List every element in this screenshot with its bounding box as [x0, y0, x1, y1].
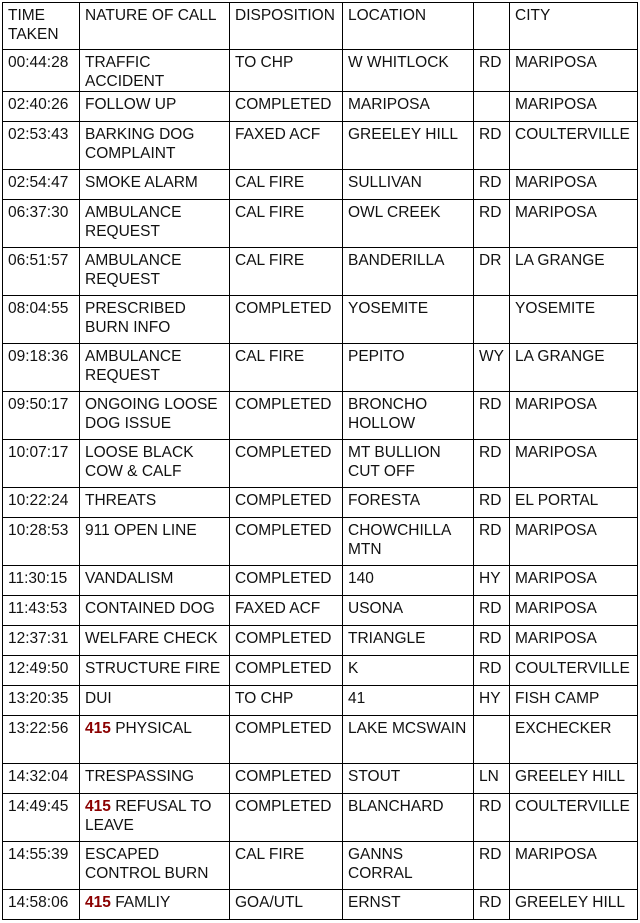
- cell-location: GREELEY HILL: [343, 122, 474, 170]
- table-row: [3, 566, 638, 596]
- cell-location: W WHITLOCK: [343, 50, 474, 92]
- nature-text: AMBULANCE REQUEST: [85, 252, 182, 288]
- cell-street-suffix: RD: [474, 794, 510, 842]
- cell-street-suffix: RD: [474, 488, 510, 518]
- cell-time-taken: 11:30:15: [3, 566, 80, 596]
- cell-disposition: COMPLETED: [230, 92, 343, 122]
- cell-time-taken: 09:50:17: [3, 392, 80, 440]
- table-row: [3, 170, 638, 200]
- cell-disposition: FAXED ACF: [230, 122, 343, 170]
- cell-disposition: COMPLETED: [230, 656, 343, 686]
- cell-city: MARIPOSA: [510, 518, 638, 566]
- cell-location: USONA: [343, 596, 474, 626]
- cell-location: CHOWCHILLA MTN: [343, 518, 474, 566]
- cell-nature-of-call: [80, 344, 230, 392]
- cell-city: YOSEMITE: [510, 296, 638, 344]
- cell-nature-of-call: [80, 890, 230, 920]
- cell-nature-of-call: [80, 296, 230, 344]
- cell-time-taken: 12:37:31: [3, 626, 80, 656]
- cell-nature-of-call: [80, 50, 230, 92]
- cell-street-suffix: RD: [474, 392, 510, 440]
- cell-nature-of-call: [80, 122, 230, 170]
- cell-city: COULTERVILLE: [510, 656, 638, 686]
- cell-street-suffix: RD: [474, 170, 510, 200]
- cell-disposition: CAL FIRE: [230, 170, 343, 200]
- nature-text: STRUCTURE FIRE: [85, 660, 221, 677]
- cell-city: FISH CAMP: [510, 686, 638, 716]
- table-row: [3, 626, 638, 656]
- nature-text: TRESPASSING: [85, 768, 195, 785]
- cell-location: PEPITO: [343, 344, 474, 392]
- cell-nature-of-call: [80, 626, 230, 656]
- cell-location: MT BULLION CUT OFF: [343, 440, 474, 488]
- table-row: [3, 296, 638, 344]
- cell-disposition: COMPLETED: [230, 764, 343, 794]
- cell-city: COULTERVILLE: [510, 794, 638, 842]
- call-log-table: [2, 2, 638, 920]
- cell-nature-of-call: [80, 248, 230, 296]
- cell-location: LAKE MCSWAIN: [343, 716, 474, 764]
- header-city: CITY: [510, 3, 638, 50]
- cell-time-taken: 11:43:53: [3, 596, 80, 626]
- header-nature-of-call: NATURE OF CALL: [80, 3, 230, 50]
- table-row: [3, 200, 638, 248]
- cell-nature-of-call: [80, 488, 230, 518]
- cell-disposition: TO CHP: [230, 50, 343, 92]
- cell-disposition: COMPLETED: [230, 626, 343, 656]
- cell-location: OWL CREEK: [343, 200, 474, 248]
- nature-text: ONGOING LOOSE DOG ISSUE: [85, 396, 218, 432]
- nature-text: PRESCRIBED BURN INFO: [85, 300, 186, 336]
- cell-time-taken: 06:51:57: [3, 248, 80, 296]
- cell-location: 41: [343, 686, 474, 716]
- cell-nature-of-call: [80, 566, 230, 596]
- cell-street-suffix: HY: [474, 566, 510, 596]
- table-row: [3, 764, 638, 794]
- cell-time-taken: 10:07:17: [3, 440, 80, 488]
- cell-nature-of-call: [80, 518, 230, 566]
- cell-city: MARIPOSA: [510, 440, 638, 488]
- cell-time-taken: 14:55:39: [3, 842, 80, 890]
- cell-time-taken: 06:37:30: [3, 200, 80, 248]
- cell-street-suffix: LN: [474, 764, 510, 794]
- cell-location: STOUT: [343, 764, 474, 794]
- nature-text: LOOSE BLACK COW & CALF: [85, 444, 194, 480]
- cell-disposition: CAL FIRE: [230, 344, 343, 392]
- cell-time-taken: 09:18:36: [3, 344, 80, 392]
- cell-location: BRONCHO HOLLOW: [343, 392, 474, 440]
- nature-text: ESCAPED CONTROL BURN: [85, 846, 209, 882]
- cell-street-suffix: RD: [474, 656, 510, 686]
- cell-location: YOSEMITE: [343, 296, 474, 344]
- cell-time-taken: 10:28:53: [3, 518, 80, 566]
- cell-city: MARIPOSA: [510, 92, 638, 122]
- cell-disposition: COMPLETED: [230, 392, 343, 440]
- header-time-taken: TIME TAKEN: [3, 3, 80, 50]
- cell-street-suffix: DR: [474, 248, 510, 296]
- table-body: [3, 50, 638, 920]
- cell-disposition: COMPLETED: [230, 488, 343, 518]
- cell-city: GREELEY HILL: [510, 764, 638, 794]
- nature-text: DUI: [85, 690, 112, 707]
- cell-disposition: TO CHP: [230, 686, 343, 716]
- cell-time-taken: 13:22:56: [3, 716, 80, 764]
- cell-street-suffix: [474, 296, 510, 344]
- cell-street-suffix: RD: [474, 50, 510, 92]
- cell-disposition: COMPLETED: [230, 440, 343, 488]
- cell-time-taken: 02:54:47: [3, 170, 80, 200]
- cell-nature-of-call: [80, 200, 230, 248]
- cell-street-suffix: RD: [474, 122, 510, 170]
- cell-disposition: CAL FIRE: [230, 248, 343, 296]
- table-row: [3, 248, 638, 296]
- header-disposition: DISPOSITION: [230, 3, 343, 50]
- table-header-row: [3, 3, 638, 50]
- cell-location: TRIANGLE: [343, 626, 474, 656]
- table-row: [3, 842, 638, 890]
- cell-location: FORESTA: [343, 488, 474, 518]
- cell-location: MARIPOSA: [343, 92, 474, 122]
- table-row: [3, 440, 638, 488]
- cell-city: LA GRANGE: [510, 344, 638, 392]
- cell-time-taken: 14:32:04: [3, 764, 80, 794]
- cell-disposition: COMPLETED: [230, 518, 343, 566]
- nature-text: PHYSICAL: [115, 720, 192, 737]
- table-row: [3, 686, 638, 716]
- nature-text: FOLLOW UP: [85, 96, 177, 113]
- cell-nature-of-call: [80, 656, 230, 686]
- cell-disposition: GOA/UTL: [230, 890, 343, 920]
- cell-city: MARIPOSA: [510, 170, 638, 200]
- cell-street-suffix: RD: [474, 200, 510, 248]
- cell-city: MARIPOSA: [510, 392, 638, 440]
- cell-location: SULLIVAN: [343, 170, 474, 200]
- cell-disposition: COMPLETED: [230, 794, 343, 842]
- nature-text: WELFARE CHECK: [85, 630, 218, 647]
- cell-street-suffix: RD: [474, 842, 510, 890]
- nature-text: THREATS: [85, 492, 157, 509]
- cell-nature-of-call: [80, 716, 230, 764]
- cell-city: EL PORTAL: [510, 488, 638, 518]
- table-row: [3, 890, 638, 920]
- cell-city: EXCHECKER: [510, 716, 638, 764]
- cell-location: GANNS CORRAL: [343, 842, 474, 890]
- table-row: [3, 122, 638, 170]
- table-row: [3, 392, 638, 440]
- table-row: [3, 596, 638, 626]
- nature-text: VANDALISM: [85, 570, 174, 587]
- cell-street-suffix: HY: [474, 686, 510, 716]
- table-row: [3, 344, 638, 392]
- cell-time-taken: 13:20:35: [3, 686, 80, 716]
- cell-city: LA GRANGE: [510, 248, 638, 296]
- cell-time-taken: 14:49:45: [3, 794, 80, 842]
- cell-disposition: FAXED ACF: [230, 596, 343, 626]
- nature-text: BARKING DOG COMPLAINT: [85, 126, 195, 162]
- cell-disposition: COMPLETED: [230, 296, 343, 344]
- table-row: [3, 716, 638, 764]
- cell-nature-of-call: [80, 794, 230, 842]
- cell-time-taken: 00:44:28: [3, 50, 80, 92]
- table-row: [3, 50, 638, 92]
- cell-city: MARIPOSA: [510, 626, 638, 656]
- cell-location: BLANCHARD: [343, 794, 474, 842]
- cell-disposition: CAL FIRE: [230, 200, 343, 248]
- cell-location: ERNST: [343, 890, 474, 920]
- cell-nature-of-call: [80, 440, 230, 488]
- cell-time-taken: 02:53:43: [3, 122, 80, 170]
- nature-text: CONTAINED DOG: [85, 600, 215, 617]
- table-row: [3, 794, 638, 842]
- cell-city: MARIPOSA: [510, 596, 638, 626]
- cell-disposition: COMPLETED: [230, 716, 343, 764]
- cell-time-taken: 12:49:50: [3, 656, 80, 686]
- cell-city: MARIPOSA: [510, 842, 638, 890]
- cell-location: K: [343, 656, 474, 686]
- cell-disposition: COMPLETED: [230, 566, 343, 596]
- cell-street-suffix: RD: [474, 518, 510, 566]
- cell-disposition: CAL FIRE: [230, 842, 343, 890]
- cell-nature-of-call: [80, 596, 230, 626]
- cell-time-taken: 08:04:55: [3, 296, 80, 344]
- cell-nature-of-call: [80, 170, 230, 200]
- cell-street-suffix: RD: [474, 626, 510, 656]
- cell-location: 140: [343, 566, 474, 596]
- cell-nature-of-call: [80, 92, 230, 122]
- header-street-suffix: [474, 3, 510, 50]
- nature-text: TRAFFIC ACCIDENT: [85, 54, 165, 90]
- penal-code: 415: [85, 720, 111, 737]
- header-location: LOCATION: [343, 3, 474, 50]
- table-row: [3, 488, 638, 518]
- penal-code: 415: [85, 798, 111, 815]
- table-row: [3, 518, 638, 566]
- cell-street-suffix: [474, 716, 510, 764]
- cell-time-taken: 02:40:26: [3, 92, 80, 122]
- cell-location: BANDERILLA: [343, 248, 474, 296]
- cell-nature-of-call: [80, 842, 230, 890]
- nature-text: FAMLIY: [115, 894, 171, 911]
- cell-nature-of-call: [80, 392, 230, 440]
- cell-city: MARIPOSA: [510, 566, 638, 596]
- table-row: [3, 656, 638, 686]
- cell-city: GREELEY HILL: [510, 890, 638, 920]
- cell-nature-of-call: [80, 764, 230, 794]
- nature-text: AMBULANCE REQUEST: [85, 204, 182, 240]
- table-row: [3, 92, 638, 122]
- cell-street-suffix: [474, 92, 510, 122]
- nature-text: 911 OPEN LINE: [85, 522, 197, 539]
- cell-time-taken: 10:22:24: [3, 488, 80, 518]
- cell-street-suffix: WY: [474, 344, 510, 392]
- cell-nature-of-call: [80, 686, 230, 716]
- penal-code: 415: [85, 894, 111, 911]
- nature-text: SMOKE ALARM: [85, 174, 198, 191]
- cell-city: COULTERVILLE: [510, 122, 638, 170]
- cell-street-suffix: RD: [474, 596, 510, 626]
- cell-street-suffix: RD: [474, 890, 510, 920]
- nature-text: AMBULANCE REQUEST: [85, 348, 182, 384]
- cell-time-taken: 14:58:06: [3, 890, 80, 920]
- cell-city: MARIPOSA: [510, 50, 638, 92]
- nature-text: REFUSAL TO LEAVE: [85, 798, 212, 834]
- cell-street-suffix: RD: [474, 440, 510, 488]
- cell-city: MARIPOSA: [510, 200, 638, 248]
